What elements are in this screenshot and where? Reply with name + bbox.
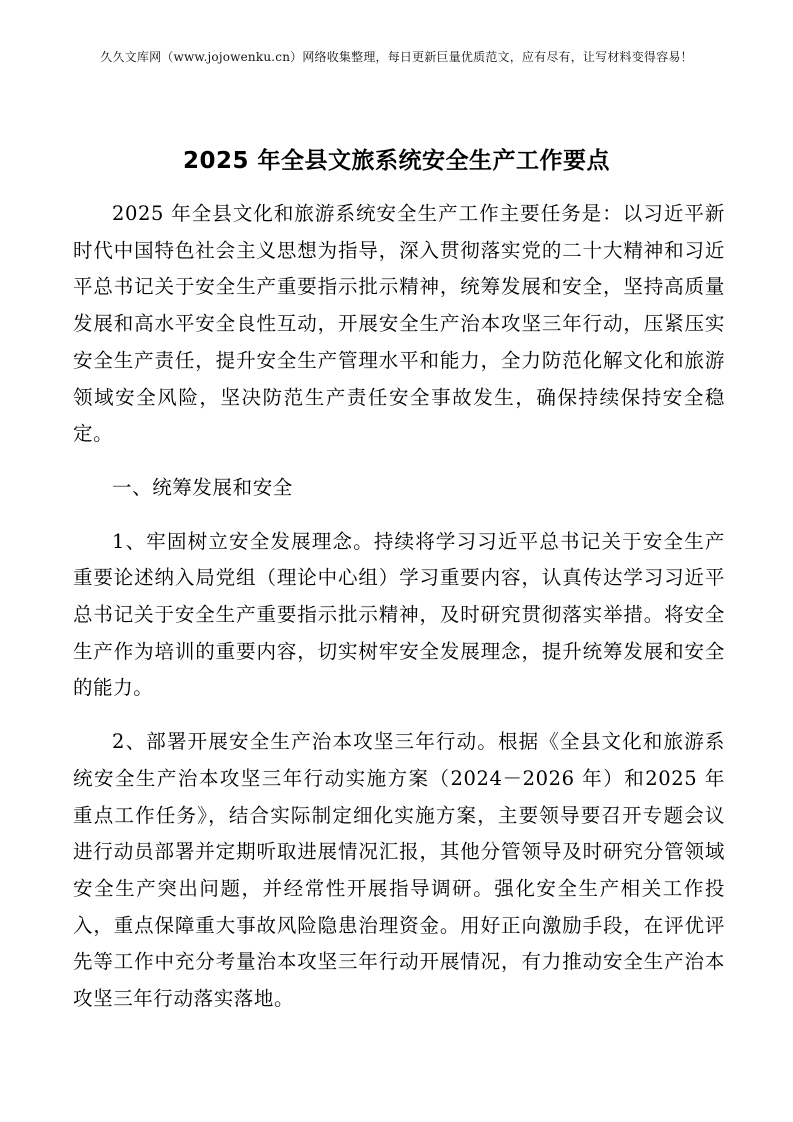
document-body bbox=[73, 196, 725, 1035]
header-note: 久久文库网（www.jojowenku.cn）网络收集整理，每日更新巨量优质范文，应有尽有，让写材料变得容易！ bbox=[100, 50, 693, 64]
intro-paragraph: 2025 年全县文化和旅游系统安全生产工作主要任务是：以习近平新时代中国特色社会主义思想为指导，深入贯彻落实党的二十大精神和习近平总书记关于安全生产重要指示批示精神，统筹发展和安全，坚持高质量发展和高水平安全良性互动，开展安全生产治本攻坚三年行动，压紧压实安全生产责任，提升安全生产管理水平和能力，全力防范化解文化和旅游领域安全风险，坚决防范生产责任安全事故发生，确保持续保持安全稳定。 bbox=[73, 202, 725, 446]
paragraph-item-2: 2、部署开展安全生产治本攻坚三年行动。根据《全县文化和旅游系统安全生产治本攻坚三年行动实施方案（2024－2026 年）和2025 年重点工作任务》，结合实际制定细化实施方案，主要领导要召开专题会议进行动员部署并定期听取进展情况汇报，其他分管领导及时研究分管领域安全生产突出问题，并经常性开展指导调研。强化安全生产相关工作投入，重点保障重大事故风险隐患治理资金。用好正向激励手段，在评优评先等工作中充分考量治本攻坚三年行动开展情况，有力推动安全生产治本攻坚三年行动落实落地。 bbox=[73, 730, 725, 1011]
document-title: 2025 年全县文旅系统安全生产工作要点 bbox=[182, 148, 611, 174]
paragraph-item-1: 1、牢固树立安全发展理念。持续将学习习近平总书记关于安全生产重要论述纳入局党组（理论中心组）学习重要内容，认真传达学习习近平总书记关于安全生产重要指示批示精神，及时研究贯彻落实举措。将安全生产作为培训的重要内容，切实树牢安全发展理念，提升统筹发展和安全的能力。 bbox=[73, 529, 725, 700]
section-heading: 一、统筹发展和安全 bbox=[112, 475, 293, 499]
